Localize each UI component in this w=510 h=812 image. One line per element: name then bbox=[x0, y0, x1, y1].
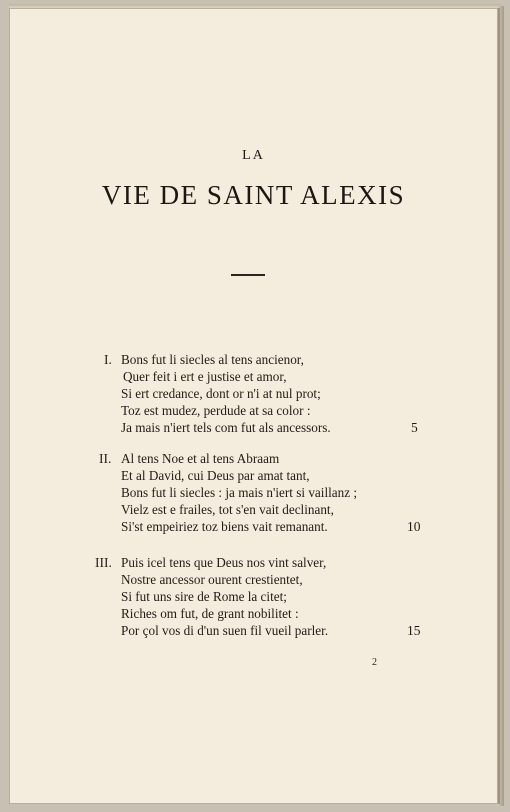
stanza-numeral: II. bbox=[99, 451, 112, 466]
verse-line: Riches om fut, de grant nobilitet : bbox=[121, 606, 299, 621]
page-right-edge bbox=[497, 6, 504, 806]
verse-line: Si'st empeiriez toz biens vait remanant. bbox=[121, 519, 328, 534]
book-page bbox=[9, 8, 498, 804]
verse-line: Bons fut li siecles al tens ancienor, bbox=[121, 352, 304, 367]
line-number: 5 bbox=[411, 420, 418, 435]
heading-article: LA bbox=[242, 148, 265, 163]
page-title: VIE DE SAINT ALEXIS bbox=[101, 180, 406, 210]
verse-line: Toz est mudez, perdude at sa color : bbox=[121, 403, 311, 418]
title-rule bbox=[231, 274, 265, 276]
verse-line: Quer feit i ert e justise et amor, bbox=[123, 369, 287, 384]
verse-line: Vielz est e frailes, tot s'en vait declinant, bbox=[121, 502, 334, 517]
line-number: 15 bbox=[407, 623, 421, 638]
verse-line: Ja mais n'iert tels com fut als ancessors. bbox=[121, 420, 331, 435]
verse-line: Bons fut li siecles : ja mais n'iert si vaillanz ; bbox=[121, 485, 358, 500]
verse-line: Nostre ancessor ourent crestientet, bbox=[121, 572, 303, 587]
verse-line: Al tens Noe et al tens Abraam bbox=[121, 451, 280, 466]
verse-line: Si ert credance, dont or n'i at nul prot; bbox=[121, 386, 321, 401]
stanza-numeral: I. bbox=[104, 352, 112, 367]
line-number: 10 bbox=[407, 519, 421, 534]
verse-line: Si fut uns sire de Rome la citet; bbox=[121, 589, 287, 604]
verse-line: Puis icel tens que Deus nos vint salver, bbox=[121, 555, 327, 570]
stanza-numeral: III. bbox=[95, 555, 112, 570]
verse-line: Por çol vos di d'un suen fil vueil parler. bbox=[121, 623, 329, 638]
verse-line: Et al David, cui Deus par amat tant, bbox=[121, 468, 310, 483]
page-folio: 2 bbox=[372, 657, 377, 668]
